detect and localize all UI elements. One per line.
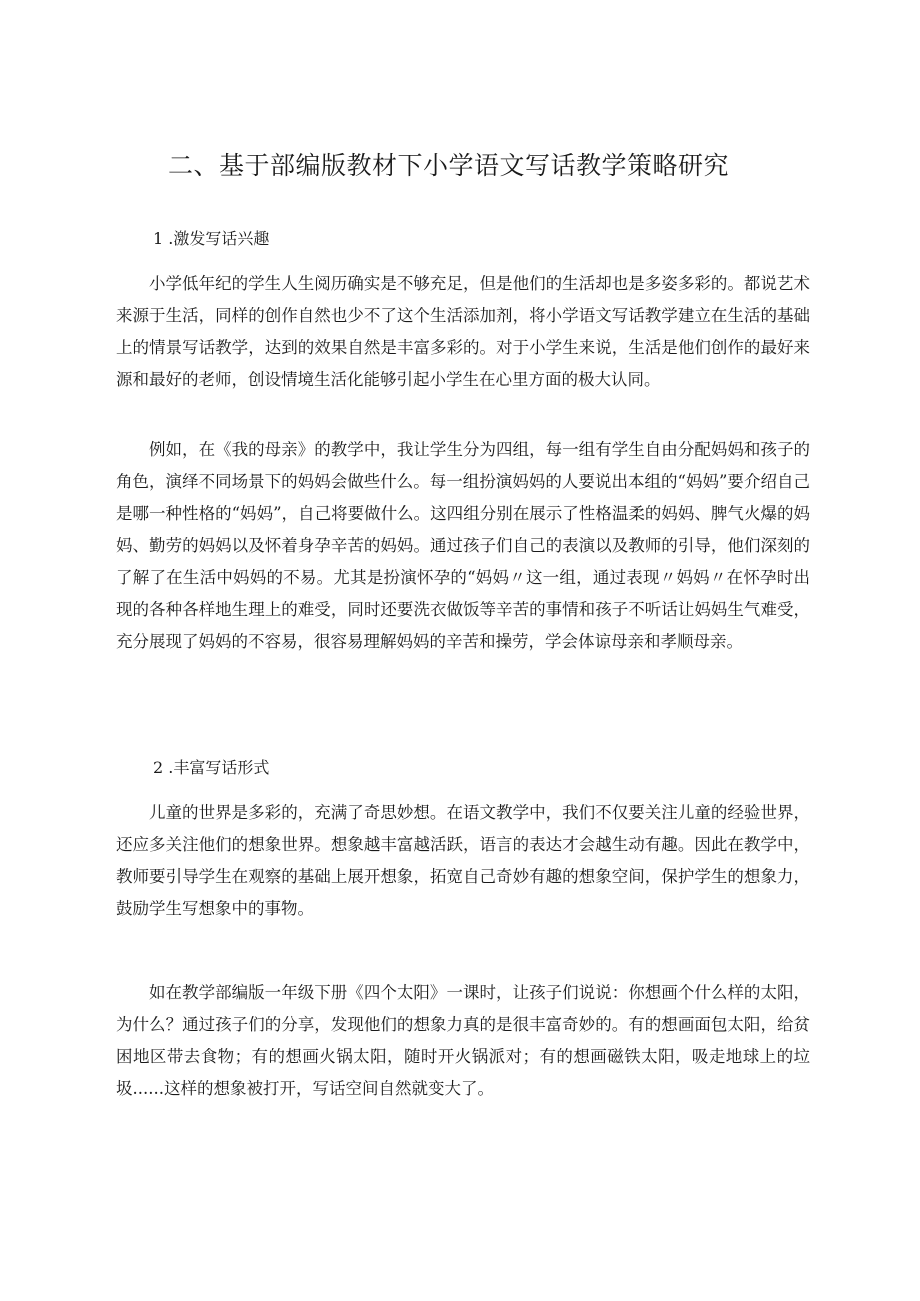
section-heading-2: 2 .丰富写话形式 <box>153 758 270 777</box>
section-heading-1: 1 .激发写话兴趣 <box>153 229 270 248</box>
document-title: 二、基于部编版教材下小学语文写话教学策略研究 <box>168 151 730 180</box>
section-2-paragraph-2: 如在教学部编版一年级下册《四个太阳》一课时，让孩子们说说：你想画个什么样的太阳，为什么？通过孩子们的分享，发现他们的想象力真的是很丰富奇妙的。有的想画面包太阳，给贫困地区带去食物；有的想画火锅太阳，随时开火锅派对；有的想画磁铁太阳，吸走地球上的垃圾......这样的想象被打开，写话空间自然就变大了。 <box>116 983 810 1098</box>
section-2-paragraph-1: 儿童的世界是多彩的，充满了奇思妙想。在语文教学中，我们不仅要关注儿童的经验世界，还应多关注他们的想象世界。想象越丰富越活跃，语言的表达才会越生动有趣。因此在教学中，教师要引导学生在观察的基础上展开想象，拓宽自己奇妙有趣的想象空间，保护学生的想象力，鼓励学生写想象中的事物。 <box>116 803 810 918</box>
section-1-paragraph-2: 例如，在《我的母亲》的教学中，我让学生分为四组，每一组有学生自由分配妈妈和孩子的角色，演绎不同场景下的妈妈会做些什么。每一组扮演妈妈的人要说出本组的“妈妈”要介绍自己是哪一种性格的“妈妈”，自己将要做什么。这四组分别在展示了性格温柔的妈妈、脾气火爆的妈妈、勤劳的妈妈以及怀着身孕辛苦的妈妈。通过孩子们自己的表演以及教师的引导，他们深刻的了解了在生活中妈妈的不易。尤其是扮演怀孕的“妈妈〃这一组，通过表现〃妈妈〃在怀孕时出现的各种各样地生理上的难受，同时还要洗衣做饭等辛苦的事情和孩子不听话让妈妈生气难受，充分展现了妈妈的不容易，很容易理解妈妈的辛苦和操劳，学会体谅母亲和孝顺母亲。 <box>116 440 810 651</box>
section-1-paragraph-1: 小学低年纪的学生人生阅历确实是不够充足，但是他们的生活却也是多姿多彩的。都说艺术来源于生活，同样的创作自然也少不了这个生活添加剂，将小学语文写话教学建立在生活的基础上的情景写话教学，达到的效果自然是丰富多彩的。对于小学生来说，生活是他们创作的最好来源和最好的老师，创设情境生活化能够引起小学生在心里方面的极大认同。 <box>116 274 810 389</box>
